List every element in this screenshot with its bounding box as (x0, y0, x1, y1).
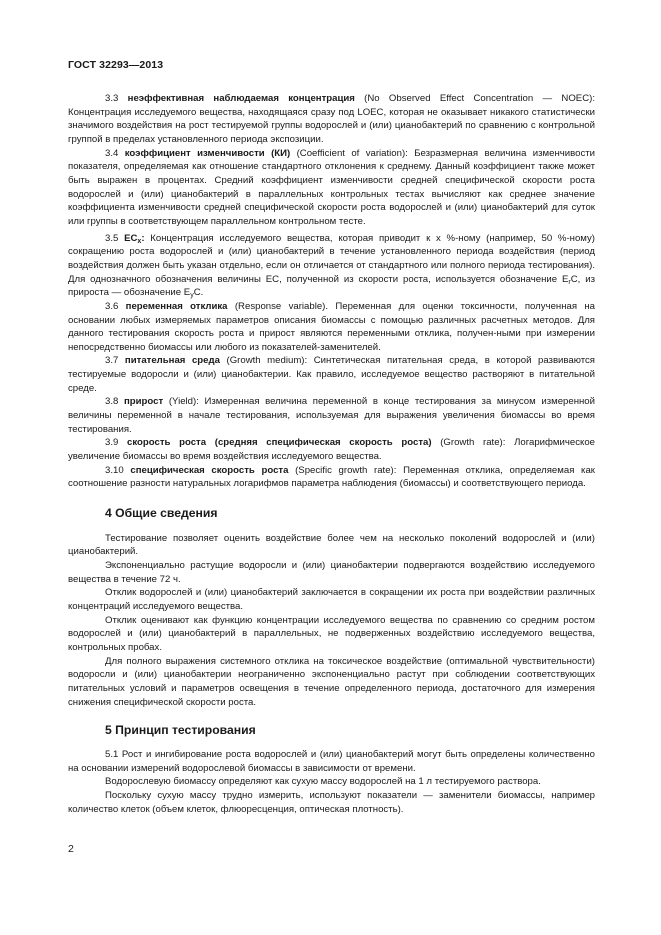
definition-text: (Yield): Измеренная величина переменной в конце тестирования за минусом измеренной величины переменной в начале тестирования, используемая для выражения увеличения биомассы во время тестирования. (68, 396, 596, 435)
clause-number: 3.9 (105, 437, 119, 449)
clause-number: 3.8 (105, 396, 119, 408)
definition-3-5: 3.5 $EC_x$: Концентрация исследуемого вещества, которая приводит к х %-ному (например, 50 %-ному) сокращению роста водорослей и (или) цианобактерий в течение установленного периода воздействия (период воздействия должен быть указан отдельно, если он отличается от стандартного или полного периода тестирования). Для однозначного обозначения величины ЕС, полученной из скорости роста, используется обозначение $E_rC$, из прироста — обозначение $E_yC$. (68, 232, 595, 300)
clause-number: 3.5 (105, 232, 119, 244)
term: коэффициент изменчивости (КИ) (124, 147, 291, 159)
section-4-paragraph: Для полного выражения системного отклика на токсическое воздействие (оптимальной чувствительности) водоросли и (или) цианобактерии неограниченно экспоненциально растут при соблюдении соответствующих питательных условий и параметров освещения в течение определенного периода, достаточного для измерения снижения специфической скорости роста. (68, 655, 595, 708)
page-number: 2 (68, 843, 74, 855)
section-5-paragraph: Водорослевую биомассу определяют как сухую массу водорослей на 1 л тестируемого раствора. (105, 776, 541, 788)
clause-number: 3.3 (105, 93, 119, 104)
definition-text: (Coefficient of variation): Безразмерная величина изменчивости показателя, определяемая как отношение стандартного отклонения к среднему. Данный коэффициент также может быть выражен в процентах. Средний коэффициент изменчивости средней специфической скорости роста водорослей и (или) цианобактерий в параллельных контрольных тестах вычисляют как среднее значение коэффициента изменчивости средней специфической скорости роста водорослей и (или) цианобактерий для суток или группы в соответствующем параллельном контрольном тесте. (68, 147, 596, 227)
definition-3-4 (68, 147, 595, 229)
term: специфическая скорость роста (130, 464, 289, 476)
definition-3-7 (68, 354, 595, 395)
definition-text: Концентрация исследуемого вещества, которая приводит к х %-ному (например, 50 %-ному) сокращению роста водорослей и (или) цианобактерий в течение установленного периода воздействия (период воздействия должен быть указан отдельно, если он отличается от стандартного или полного периода тестирования). Для однозначного обозначения величины ЕС, полученной из скорости роста, используется обозначение E (68, 232, 595, 285)
clause-number: 3.7 (105, 355, 119, 367)
term: $EC_x$: (124, 232, 145, 245)
section-5-heading: 5 Принцип тестирования (105, 723, 256, 738)
term: прирост (124, 396, 164, 408)
document-body (68, 92, 595, 816)
definition-3-9 (68, 436, 595, 463)
definition-3-8 (68, 395, 595, 436)
definition-3-3 (68, 92, 595, 147)
term: переменная отклика (125, 300, 228, 312)
term: скорость роста (средняя специфическая скорость роста) (127, 437, 432, 449)
definition-text: (Response variable). Переменная для оценки токсичности, полученная на основании любых измеряемых параметров описания биомассы с помощью различных расчетных методов. Для данного тестирования скорость роста и прирост являются переменными отклика, получен-ными при измерении непосредственно биомассы или любого из показателей-заменителей. (68, 300, 595, 353)
definition-text: (Specific growth rate): Переменная отклика, определяемая как соотношение разности натуральных логарифмов параметра наблюдения (биомассы) и соответствующего периода. (68, 464, 595, 490)
section-4-paragraph: Отклик оценивают как функцию концентрации исследуемого вещества по сравнению со средним ростом водорослей и (или) цианобактерий в параллельных, не подверженных воздействию исследуемого вещества, контрольных пробах. (68, 614, 595, 653)
section-5-paragraph: Поскольку сухую массу трудно измерить, используют показатели — заменители биомассы, например количество клеток (объем клеток, флюоресценция, оптическая плотность). (68, 789, 595, 815)
clause-number: 3.4 (105, 147, 119, 159)
definition-3-10 (68, 464, 595, 491)
section-5-paragraph: 5.1 Рост и ингибирование роста водорослей и (или) цианобактерий могут быть определены количественно на основании измерений водорослевой биомассы в зависимости от времени. (68, 748, 595, 774)
definition-3-6 (68, 300, 595, 355)
section-4-paragraph: Отклик водорослей и (или) цианобактерий заключается в сокращении их роста при воздействии различных концентраций исследуемого вещества. (68, 587, 595, 612)
clause-number: 3.10 (105, 464, 124, 476)
section-4-heading: 4 Общие сведения (105, 506, 218, 521)
term: питательная среда (124, 355, 220, 367)
section-4-paragraph: Тестирование позволяет оценить воздействие более чем на несколько поколений водорослей и (или) цианобактерий. (68, 532, 595, 558)
document-header: ГОСТ 32293—2013 (68, 59, 164, 71)
clause-number: 3.6 (105, 300, 119, 312)
section-4-paragraph: Экспоненциально растущие водоросли и (или) цианобактерии подвергаются воздействию исследуемого вещества в течение 72 ч. (68, 560, 595, 585)
term: неэффективная наблюдаемая концентрация (127, 93, 355, 104)
definition-text: (Growth medium): Синтетическая питательная среда, в которой развиваются тестируемые водоросли и (или) цианобактерии. Как правило, исследуемое вещество растворяют в питательной среде. (68, 355, 596, 394)
definition-text: (No Observed Effect Concentration — NOEC): Концентрация исследуемого вещества, находящаяся сразу под LOEC, которая не оказывает никакого статистически значимого воздействия на рост тестируемой группы водорослей и (или) цианобактерий по сравнению с контрольной группой в пределах установленного периода экспозиции. (68, 93, 595, 145)
definition-text: (Growth rate): Логарифмическое увеличение биомассы во время воздействия исследуемого вещества. (68, 437, 595, 463)
